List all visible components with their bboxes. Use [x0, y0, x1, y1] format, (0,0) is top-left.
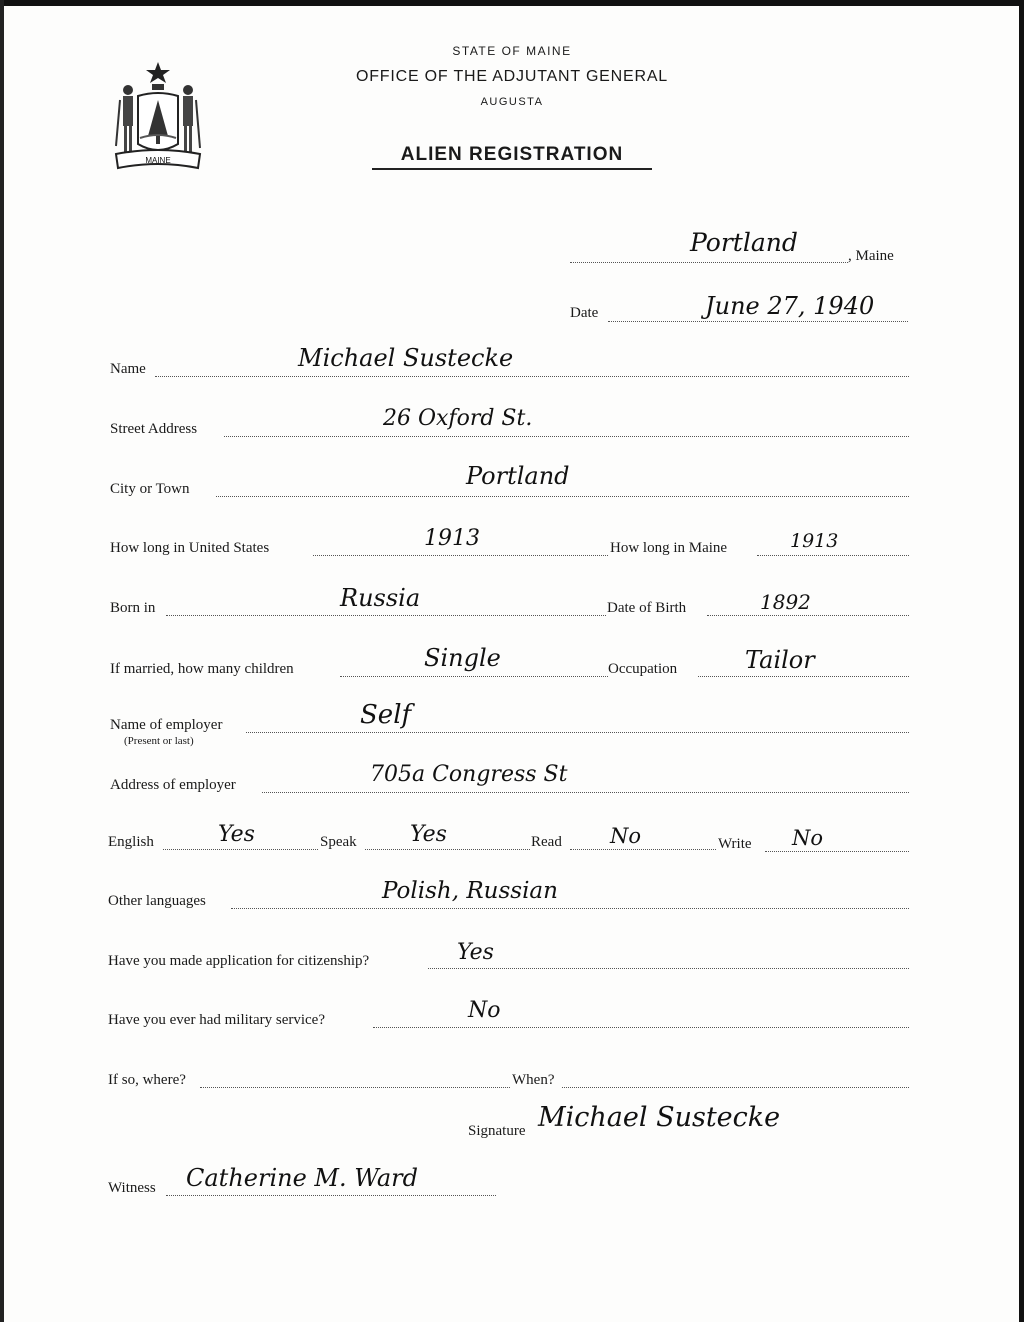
english-value: Yes: [218, 822, 255, 847]
military-line: [373, 1027, 909, 1028]
employer-address-value: 705a Congress St: [370, 762, 568, 787]
scan-border-top: [0, 0, 1024, 6]
occupation-line: [698, 676, 909, 677]
scan-border-right: [1019, 0, 1024, 1322]
children-value: Single: [424, 644, 501, 672]
write-label: Write: [718, 836, 752, 852]
scan-border-left: [0, 0, 4, 1322]
street-line: [224, 436, 909, 437]
employer-sublabel: (Present or last): [124, 735, 194, 747]
witness-value: Catherine M. Ward: [186, 1164, 418, 1192]
employer-address-line: [262, 792, 909, 793]
write-value: No: [792, 826, 824, 850]
employer-address-label: Address of employer: [110, 777, 236, 793]
witness-line: [166, 1195, 496, 1196]
occupation-value: Tailor: [745, 646, 815, 674]
svg-text:MAINE: MAINE: [145, 156, 171, 165]
dob-value: 1892: [760, 590, 811, 614]
speak-label: Speak: [320, 834, 357, 850]
born-in-label: Born in: [110, 600, 156, 616]
date-line: [608, 321, 908, 322]
name-value: Michael Sustecke: [298, 344, 514, 372]
name-label: Name: [110, 361, 146, 377]
military-value: No: [468, 998, 501, 1023]
maine-state-seal-icon: [108, 56, 224, 190]
signature-label: Signature: [468, 1123, 526, 1139]
header-office: OFFICE OF THE ADJUTANT GENERAL: [355, 68, 669, 85]
write-line: [765, 851, 909, 852]
us-years-label: How long in United States: [110, 540, 270, 556]
when-line: [562, 1087, 909, 1088]
date-label: Date: [570, 305, 599, 321]
form-title: ALIEN REGISTRATION: [400, 144, 624, 165]
other-langs-line: [231, 908, 909, 909]
speak-line: [365, 849, 530, 850]
us-years-line: [313, 555, 608, 556]
born-in-line: [166, 615, 606, 616]
when-label: When?: [512, 1072, 555, 1088]
place-suffix: , Maine: [848, 248, 894, 264]
citizenship-label: Have you made application for citizenship?: [108, 953, 370, 969]
employer-line: [246, 732, 909, 733]
header-city: AUGUSTA: [480, 96, 544, 108]
street-label: Street Address: [110, 421, 198, 437]
children-label: If married, how many children: [110, 661, 294, 677]
us-years-value: 1913: [424, 526, 480, 551]
english-label: English: [108, 834, 154, 850]
place-value: Portland: [690, 228, 798, 257]
where-line: [200, 1087, 510, 1088]
employer-label: Name of employer: [110, 717, 223, 733]
read-value: No: [610, 824, 642, 848]
dob-line: [707, 615, 909, 616]
maine-years-value: 1913: [790, 530, 839, 552]
children-line: [340, 676, 608, 677]
military-label: Have you ever had military service?: [108, 1012, 325, 1028]
english-line: [163, 849, 318, 850]
dob-label: Date of Birth: [607, 600, 687, 616]
speak-value: Yes: [410, 822, 447, 847]
city-line: [216, 496, 909, 497]
read-label: Read: [531, 834, 562, 850]
other-langs-value: Polish, Russian: [382, 878, 558, 904]
place-line: [570, 262, 848, 263]
street-value: 26 Oxford St.: [383, 406, 533, 431]
name-line: [155, 376, 909, 377]
city-label: City or Town: [110, 481, 190, 497]
citizenship-line: [428, 968, 909, 969]
maine-years-label: How long in Maine: [610, 540, 728, 556]
citizenship-value: Yes: [457, 940, 494, 965]
born-in-value: Russia: [340, 584, 421, 612]
occupation-label: Occupation: [608, 661, 678, 677]
title-underline: [372, 168, 652, 170]
header-state: STATE OF MAINE: [452, 44, 572, 58]
witness-label: Witness: [108, 1180, 156, 1196]
city-value: Portland: [466, 462, 570, 490]
read-line: [570, 849, 716, 850]
date-value: June 27, 1940: [705, 292, 875, 320]
employer-value: Self: [360, 700, 412, 730]
other-langs-label: Other languages: [108, 893, 206, 909]
where-label: If so, where?: [108, 1072, 186, 1088]
signature-value: Michael Sustecke: [538, 1102, 781, 1133]
maine-years-line: [757, 555, 909, 556]
